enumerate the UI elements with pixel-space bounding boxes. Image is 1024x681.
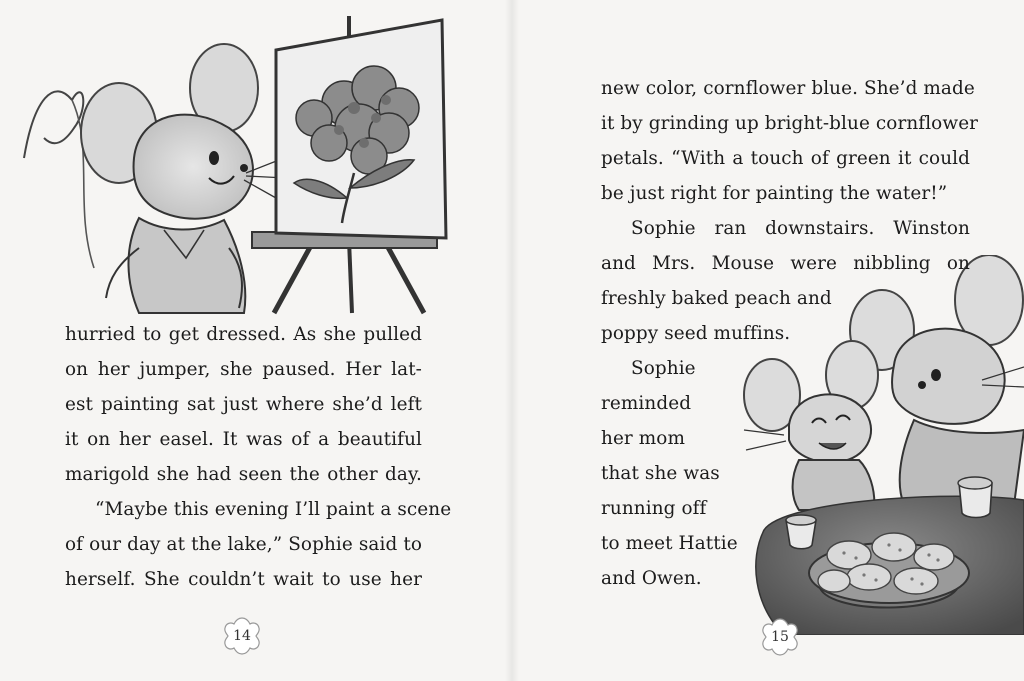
right-page-text-full: [601, 71, 979, 281]
page-number-14: [220, 614, 264, 658]
text-line: be just right for painting the water!”: [601, 183, 948, 204]
text-line: marigold she had seen the other day.: [65, 464, 422, 485]
text-line: and Mrs. Mouse were nibbling on: [601, 253, 970, 274]
text-line: on her jumper, she paused. Her lat-: [65, 359, 422, 380]
text-line: and Owen.: [601, 568, 702, 589]
text-line: Sophie: [631, 358, 696, 379]
page-number: 15: [771, 629, 789, 645]
text-line: new color, cornflower blue. She’d made: [601, 78, 975, 99]
text-line: freshly baked peach and: [601, 288, 832, 309]
text-line: running off: [601, 498, 707, 519]
text-line: petals. “With a touch of green it could: [601, 148, 970, 169]
text-line: Sophie ran downstairs. Winston: [631, 218, 970, 239]
text-line: to meet Hattie: [601, 533, 738, 554]
text-line: her mom: [601, 428, 686, 449]
page-number: 14: [233, 628, 251, 644]
text-line: that she was: [601, 463, 720, 484]
text-line: reminded: [601, 393, 692, 414]
text-line: of our day at the lake,” Sophie said to: [65, 534, 422, 555]
page-number-15: [758, 615, 802, 659]
text-line: poppy seed muffins.: [601, 323, 791, 344]
mouse-painting-illustration: [14, 8, 454, 318]
left-page-text: [65, 317, 452, 597]
text-line: it by grinding up bright-blue cornflower: [601, 113, 979, 134]
text-line: “Maybe this evening I’ll paint a scene: [95, 499, 452, 520]
text-line: est painting sat just where she’d left: [65, 394, 422, 415]
right-page-text-wrap: [601, 281, 861, 596]
text-line: herself. She couldn’t wait to use her: [65, 569, 422, 590]
text-line: hurried to get dressed. As she pulled: [65, 324, 422, 345]
right-page: [512, 0, 1024, 681]
text-line: it on her easel. It was of a beautiful: [65, 429, 422, 450]
